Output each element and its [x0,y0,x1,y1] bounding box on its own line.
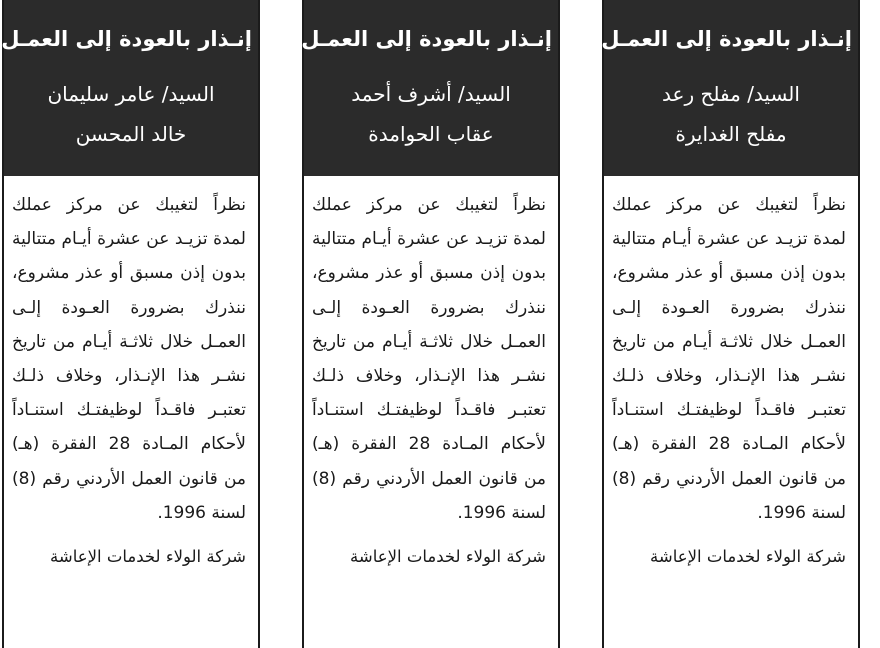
notice-card-1 [602,0,860,648]
recipient-name-line-1: السيد/ عامر سليمان [47,82,215,106]
notice-text: نظراً لتغيبك عن مركز عملك لمدة تزيـد عن عشرة أيـام متتالية بدون إذن مسبق أو عذر مشروع، ننذرك بضرورة العـودة إلـى العمـل خلال ثلاثـة أيـام من تاريخ نشـر هذا الإنـذار، وخلاف ذلـك تعتبـر فاقـداً لوظيفتـك استنـاداً لأحكام المـادة 28 الفقرة (هـ) من قانون العمل الأردني رقم (8) لسنة 1996. [12,195,246,523]
recipient-name-line-2: عقاب الحوامدة [368,122,494,146]
recipient-name-line-1: السيد/ مفلح رعد [662,82,800,106]
notice-card-2 [302,0,560,648]
notice-body [604,176,858,572]
notice-header [301,0,558,176]
notice-body [4,176,258,572]
recipient-name [304,74,558,154]
notice-header [1,0,258,176]
notice-title: إنـذار بالعودة إلى العمـل [1,27,252,51]
recipient-name [604,74,858,154]
notice-title: إنـذار بالعودة إلى العمـل [601,27,852,51]
notice-header [601,0,858,176]
company-signature: شركة الولاء لخدمات الإعاشة [650,547,846,567]
notice-text: نظراً لتغيبك عن مركز عملك لمدة تزيـد عن عشرة أيـام متتالية بدون إذن مسبق أو عذر مشروع، ننذرك بضرورة العـودة إلـى العمـل خلال ثلاثـة أيـام من تاريخ نشـر هذا الإنـذار، وخلاف ذلـك تعتبـر فاقـداً لوظيفتـك استنـاداً لأحكام المـادة 28 الفقرة (هـ) من قانون العمل الأردني رقم (8) لسنة 1996. [612,195,846,523]
notice-body [304,176,558,572]
recipient-name-line-2: مفلح الغدايرة [675,122,787,146]
notice-title: إنـذار بالعودة إلى العمـل [301,27,552,51]
notice-text: نظراً لتغيبك عن مركز عملك لمدة تزيـد عن عشرة أيـام متتالية بدون إذن مسبق أو عذر مشروع، ننذرك بضرورة العـودة إلـى العمـل خلال ثلاثـة أيـام من تاريخ نشـر هذا الإنـذار، وخلاف ذلـك تعتبـر فاقـداً لوظيفتـك استنـاداً لأحكام المـادة 28 الفقرة (هـ) من قانون العمل الأردني رقم (8) لسنة 1996. [312,195,546,523]
recipient-name-line-1: السيد/ أشرف أحمد [351,82,511,106]
notice-card-3 [2,0,260,648]
company-signature: شركة الولاء لخدمات الإعاشة [50,547,246,567]
company-signature: شركة الولاء لخدمات الإعاشة [350,547,546,567]
recipient-name-line-2: خالد المحسن [75,122,187,146]
recipient-name [4,74,258,154]
